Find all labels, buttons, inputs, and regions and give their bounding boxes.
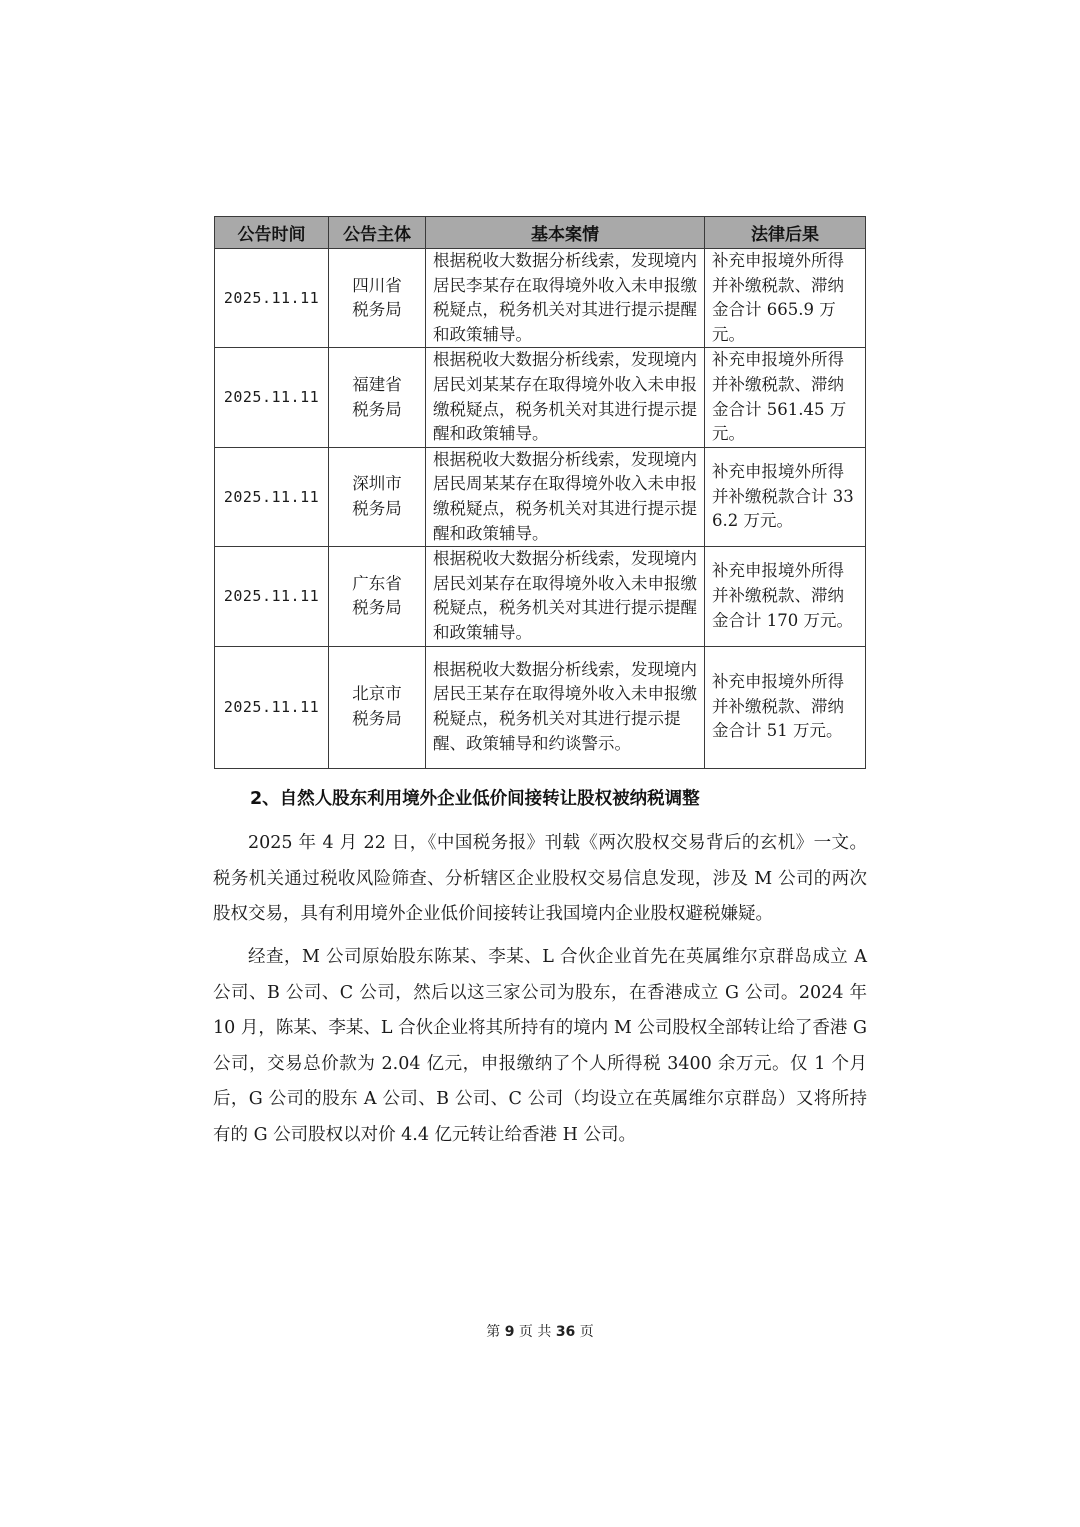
cell-detail: 根据税收大数据分析线索，发现境内居民刘某某存在取得境外收入未申报缴税疑点，税务机关对其进行提示提醒和政策辅导。 xyxy=(426,348,705,447)
table-header-row xyxy=(215,217,866,249)
footer-suffix: 页 xyxy=(579,1324,594,1340)
tax-cases-table xyxy=(214,216,866,769)
footer-prefix: 第 xyxy=(486,1324,501,1340)
total-page-count: 36 xyxy=(555,1324,576,1340)
cell-org: 北京市税务局 xyxy=(329,646,426,768)
table-row xyxy=(215,547,866,646)
header-case-details: 基本案情 xyxy=(426,217,705,249)
header-announce-org: 公告主体 xyxy=(329,217,426,249)
cell-date: 2025.11.11 xyxy=(215,646,329,768)
table-row xyxy=(215,348,866,447)
cell-org: 广东省税务局 xyxy=(329,547,426,646)
cell-result: 补充申报境外所得并补缴税款、滞纳金合计 170 万元。 xyxy=(705,547,866,646)
table-row xyxy=(215,249,866,348)
cell-result: 补充申报境外所得并补缴税款、滞纳金合计 665.9 万元。 xyxy=(705,249,866,348)
cell-result: 补充申报境外所得并补缴税款合计 336.2 万元。 xyxy=(705,447,866,546)
cell-detail: 根据税收大数据分析线索，发现境内居民王某存在取得境外收入未申报缴税疑点，税务机关对其进行提示提醒、政策辅导和约谈警示。 xyxy=(426,646,705,768)
cell-date: 2025.11.11 xyxy=(215,547,329,646)
footer-middle: 页 共 xyxy=(518,1324,552,1340)
header-legal-consequence: 法律后果 xyxy=(705,217,866,249)
cell-result: 补充申报境外所得并补缴税款、滞纳金合计 561.45 万元。 xyxy=(705,348,866,447)
header-announce-date: 公告时间 xyxy=(215,217,329,249)
cell-org: 四川省税务局 xyxy=(329,249,426,348)
body-paragraph: 2025 年 4 月 22 日，《中国税务报》刊载《两次股权交易背后的玄机》一文。税务机关通过税收风险筛查、分析辖区企业股权交易信息发现，涉及 M 公司的两次股权交易，具有利用境外企业低价间接转让我国境内企业股权避税嫌疑。 xyxy=(213,833,867,924)
cell-result: 补充申报境外所得并补缴税款、滞纳金合计 51 万元。 xyxy=(705,646,866,768)
body-paragraph: 经查，M 公司原始股东陈某、李某、L 合伙企业首先在英属维尔京群岛成立 A 公司、B 公司、C 公司，然后以这三家公司为股东，在香港成立 G 公司。2024 年 10 月，陈某、李某、L 合伙企业将其所持有的境内 M 公司股权全部转让给了香港 G 公司，交易总价款为 2.04 亿元，申报缴纳了个人所得税 3400 余万元。仅 1 个月后，G 公司的股东 A 公司、B 公司、C 公司（均设立在英属维尔京群岛）又将所持有的 G 公司股权以对价 4.4 亿元转让给香港 H 公司。 xyxy=(213,947,867,1145)
table-row xyxy=(215,447,866,546)
cell-detail: 根据税收大数据分析线索，发现境内居民刘某存在取得境外收入未申报缴税疑点，税务机关对其进行提示提醒和政策辅导。 xyxy=(426,547,705,646)
current-page-number: 9 xyxy=(504,1324,515,1340)
section-heading: 2、自然人股东利用境外企业低价间接转让股权被纳税调整 xyxy=(250,789,700,809)
cell-date: 2025.11.11 xyxy=(215,447,329,546)
cell-detail: 根据税收大数据分析线索，发现境内居民周某某存在取得境外收入未申报缴税疑点，税务机关对其进行提示提醒和政策辅导。 xyxy=(426,447,705,546)
cell-org: 福建省税务局 xyxy=(329,348,426,447)
cell-detail: 根据税收大数据分析线索，发现境内居民李某存在取得境外收入未申报缴税疑点，税务机关对其进行提示提醒和政策辅导。 xyxy=(426,249,705,348)
cell-date: 2025.11.11 xyxy=(215,249,329,348)
cell-org: 深圳市税务局 xyxy=(329,447,426,546)
table-row xyxy=(215,646,866,768)
page-footer xyxy=(0,1321,1080,1341)
cell-date: 2025.11.11 xyxy=(215,348,329,447)
